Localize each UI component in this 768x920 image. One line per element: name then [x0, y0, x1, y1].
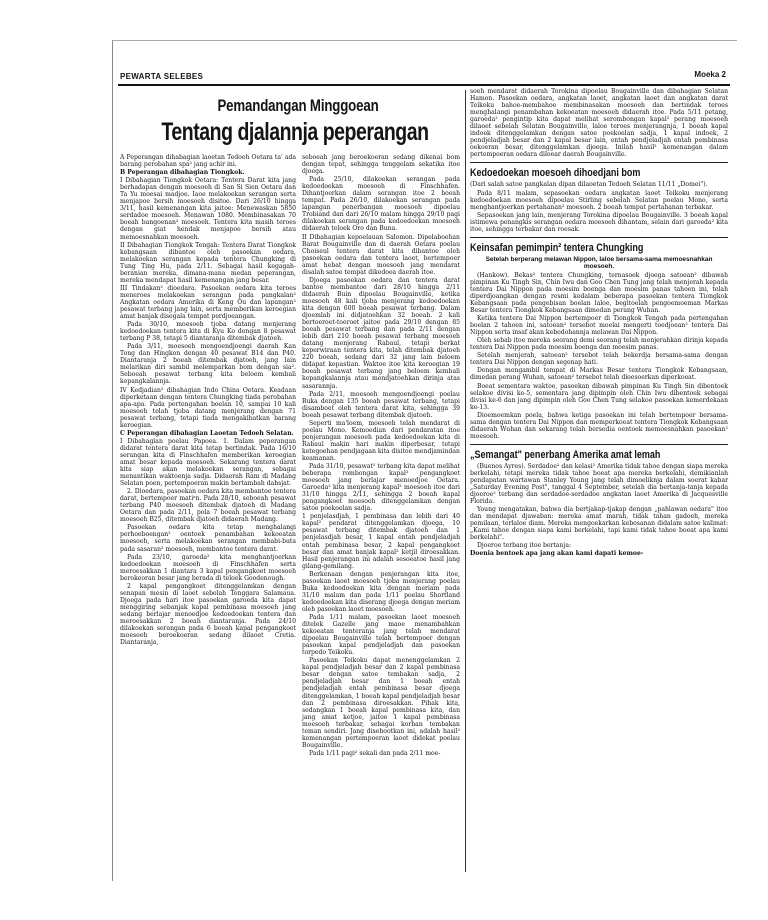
closing-line: Doenia bentoek apa jang akan kami dapati kemoe-: [470, 550, 644, 558]
paragraph: seboeah jang beroekoeran sedang dikenai bom dengan tepat, sehingga tenggelam sekatika itoe djoega.: [302, 154, 460, 176]
section-heading: C Peperangan dibahagian Laoetan Tedoeh Selatan.: [120, 429, 294, 437]
paragraph: Sepasoekan jang lain, menjerang Torokina dipoelau Bougainville. 3 boeah kapal istimewa penangkis serangan oedara moesoeh dihantam, selain dari garoeda² kita itoe, sehingga terbakar dan roesak.: [470, 211, 728, 233]
paragraph: Djoega pasoekan oedara dan tentera darat bantoe membantoe dari 28/10 hingga 2/11 didaerah Buin dipoelau Bougainville, ketika moesoeh 48 kali tjoba menjerang kedoedoekan kita dengan 600 boeah pesawat terbang. Dalam djoemlah ini didjatoehkan 32 boeah. 2 kali bertoeroet-toeroet jaitoe pada 29/10 dengan 85 boeah pesawat terbang dan pada 2/11 dengan lebih dari 210 boeah pesawat terbang moesoeh datang menjerang Rabaul, tetapi berkat keperwiraan tentera kita, telah ditembak djatoeh 220 boeah, sedang dari 32 jang lain beloem didapat kepastian. Waktoe itoe kita keroegian 19 boeah pesawat terbang jang beloem kembali kepangkalannja atau mendjatoehkan dirinja atas sasarannja.: [302, 276, 460, 390]
paragraph: 2 kapal pengangkoet ditenggelamkan dengan senapan mesin di laoet sebelah Tenggara Salamaua. Djoega pada hari itoe pasoekan garoeda kita dapat menggiring sebanjak kapal pembinasa moesoeh jang sedang berlajar menoedjoe kedoedoekan tentera dan meroesakkan 2 boeah diantaranja. Pada 24/10 dilakoekan serangan pada 6 boeah kapal pengangkoet moesoeh beroekoeran sedang dilaoet Cretia. Diantaranja,: [120, 582, 296, 647]
paragraph: Oleh sebab itoe mereka seorang demi seorang telah menjerahkan dirinja kepada tentera Dai Nippon pada moesim boenga dan moesim panas.: [470, 337, 728, 352]
paragraph: Pada 25/10, dilakoekan serangan pada kedoedoekan moesoeh di Finschhafen. Dihantjoerkan dalam serangan itoe 2 boeah tempat. Pada 26/10, dilakoekan serangan pada lapangan penerbangan moesoeh dipoelau Trobiand dan dari 26/10 malam hingga 29/10 pagi dilakoekan serangan pada kedoedoekan moesoeh didaerah teloek Oro dan Buna.: [302, 176, 460, 233]
paragraph: Pada 30/10, moesoeh tjoba datang menjerang kedoedoekan tentera kita di Kyu Ko dengan 8 pesawat terbang P 38, tetapi 5 diantaranja ditembak djatoeh.: [120, 321, 296, 343]
paragraph: Pasoekan oedara kita tetap menghalangi perhoeboengan² oentoek penambahan kekoeatan moesoeh, serta melakoekan serangan membabi-buta pada sasaran² moesoeh, membantoe tentera darat.: [120, 524, 296, 553]
paragraph: I Dibahagian Tiongkok Oetara: Tentera Darat kita jang berhadapan dengan moesoeh di San Si Sien Oetara dan Ta Yu moesai madjoe. Iaoe melakoekan serangan serta menjapoe bersih moesoeh disitoe. Dari 26/10 hingga 3/11, hasil kemenangan kita jaitoe: Menewaskan 5850 serdadoe moesoeh. Menawan 1080. Membinasakan 70 boeah bangoenan² moesoeh. Tentera kita masih teroes dengan giat hendak menjapoe bersih atau memoesnahkan moesoeh.: [120, 177, 296, 241]
paragraph: Pada 3/11, moesoeh mengoendjoengi daerah Kan Tong dan Hingkon dengan 40 pesawat B14 dan P40. Diantaranja 2 boeah ditembak djatoeh, jang lain melarikan diri sambil melemparkan bom dengan sia². Seboeah pesawat terbang kita beloem kembali kepangkalannja.: [120, 343, 296, 386]
paragraph: Pada 8/11 malam, sepasoekan oedara angkatan laoet Teikoku menjerang kedoedoekan moesoeh dipoelau Stirling sebelah Selatan poelau Mono, serta menghantjoerkan pertahanan² moesoeh. 2 boeah tempat pertahanan terbakar.: [470, 189, 728, 211]
paragraph: (Buenos Ayres). Serdadoe² dan kelasi² Amerika tidak tahoe dengan siapa mereka berkelahi, tetapi mereka tidak tahoe boeat apa mereka berkelahi, demikianlah pendapatan wartawan Stanley Young jang telah dimoeliknja dalam soerat kabar „Saturday Evening Post", tanggal 4 September, setelah dia bertanja-tanja kepada djoeroe² terbang dan serdadoe-serdadoe angkatan laoet Amerika di Jacquesville Florida.: [470, 462, 728, 506]
section-heading: B Peperangan dibahagian Tiongkok.: [120, 169, 245, 177]
article-column-1: [120, 154, 296, 647]
paragraph: III Tindakan² dioedara. Pasoekan oedara kita teroes meneroes melakoekan serangan pada pangkalan² Angkatan oedara Amerika di Keng Ou dan lapangan² pesawat terbang jang lain, serta memberikan keroegian amat banjak disegala tempat perdjoeangan.: [120, 284, 296, 321]
paragraph: II Dibahagian kepoelauan Salomon. Dipelaboehan Barat Bougainville dan di daerah Oetara poelau Choiseul tentera darat kita dibantoe oleh pasoekan oedara dan tentera laoet, bertempoer amat hebat dengan moesoeh jang mendarat disalah satoe tempat dikedoea daerah itoe.: [302, 233, 460, 276]
paragraph: II Dibahagian Tiongkok Tengah: Tentera Darat Tiongkok kebangsaan dibantoe oleh pasoekan oedara, melakoekan serangan kepada tentera Chungking di Tung Ting Hu, pada 2/11. Sebagai hasil kegagah-beranian mereka, dimana-mana medan peperangan, mereka mendapat hasil kemenangan jang besar.: [120, 241, 296, 284]
paragraph: (Dari salah satoe pangkalan dipan dilaoetan Tedoeh Selatan 11/11 „Domei").: [470, 181, 708, 189]
paragraph: Young mengatakan, bahwa dia bertjakap-tjakap dengan „pahlawan oedara" itoe dan mendapat djawaban: mereka amat marah, tidak tahan gadoeh, mereka pemilaan, terlaloe diam. Mereka mengoekarkan kebosanan didalam satoe kalimat: „Kami tahoe dengan siapa kami berkelahi, tapi kami tidak tahoe boeat apa kami berkelahi".: [470, 506, 728, 542]
paragraph: Pada 2/11, moesoeh mengoendjoengi poelau Buka dengan 135 boeah pesawat terbang, tetapi disamboet oleh tentera darat kita, sehingga 39 boeah pesawat terbang ditembak djatoeh.: [302, 390, 460, 419]
paragraph: Djoeroe terbang itoe bertanja:: [477, 542, 572, 550]
newspaper-page: [118, 66, 730, 872]
column-divider: [465, 90, 466, 872]
paragraph: Boeat sementara waktoe, pasoekan dibawah pimpinan Ku Tingh Sin dibentoek selakoe divisi ke-5, sementara jang dipimpin oleh Chin Iwu dibentoek sebagai divisi ke-6 dan jang dipimpin oleh Goo Chen Tung selakoe pasoekan kemerdekaan ke-13.: [470, 382, 728, 411]
paragraph: IV Kedjadian² dibahagian Indo China Oetara. Keadaan diperketaan dengan tentera Chungking tiada perobahan apa-apa. Pada pertengahan boelan 10, sampai 10 kali moesoeh telah tjoba datang menjerang dengan 71 pesawat terbang, tetapi tiada mengakibatkan barang keroegian.: [120, 386, 296, 429]
paragraph: Seperti ma'loem, moesoeh telah mendarat di poelau Mono. Kemoedian dari pendaratan itoe penjerangan moesoeh pada kedoedoekan kita di Rabaul makin hari makin diperbesar, tetapi ketegoehan pendjagaan kita disitoe mendjamindan keamanan.: [302, 419, 460, 462]
paragraph: Pada 1/11 malam, pasoekan laoet moesoeh ditelek Gazelle jang maoe menambahkan kekoeatan tenteranja jang telah mendarat dipoelau Bougainville telah bertempoer dengan pasoekan kapal pendjeladjah dan pasoekan torpedo Teikoku.: [302, 614, 460, 657]
divider: [470, 162, 728, 163]
paragraph: Pada 1/11 pagi² sekali dan pada 2/11 moe-: [309, 749, 441, 757]
article-column-2: [302, 154, 460, 758]
paragraph: Pasoekan Teikoku dapat menenggelamkan 2 kapal pendjeladjah besar dan 2 kapal pembinasa besar dengan satoe tembakan sadja, 2 pendjeladjah besar dan 1 boeah entah pendjeladjah entah pembinasa besar djoega ditenggelamkan, 1 boeah kapal pendjeladjah besar dan 2 pembinasa diroesakkan. Pihak kita, sedangkan 1 boeah kapal pembinasa kita, dan jang amat ketjoe, jaitoe 1 kapal pembinasa moesoeh terbakar, sebagai korban tembakan teman sendiri. Jang disebootkan ini, adalah hasil² kemenangan pertempoeran laoet didekat poelau Bougainville.: [302, 657, 460, 749]
article-column-3: [470, 88, 728, 558]
paragraph: Dioemoemkan poela, bahwa ketiga pasoekan ini telah bertempoer bersama-sama dengan tentera Dai Nippon dan memperkoeat tentera Tiongkok Kebangsaan didaerah Wuhan dan sekarang telah bersedia oentoek memoesnahkan pasoekan² moesoeh.: [470, 411, 728, 440]
paragraph: A Peperangan dihabagian laoetan Tedoeh Oetara ta' ada barang perobahan spa² jang achir ini.: [120, 154, 296, 169]
divider: [470, 237, 728, 238]
paragraph: Ketika tentera Dai Nippon bertempoer di Tiongkok Tengah pada pertengahan boelan 2 tahoen ini, satoean² tersebot moelai mengerti toedjoean² tentera Dai Nippon serta insaf akan kebodohannja melawan Dai Nippon.: [470, 315, 728, 337]
article-kicker: Pemandangan Minggoean: [217, 96, 379, 115]
page-header: [118, 66, 730, 86]
paragraph: Pada 23/10, garoeda² kita menghantjoerkan kedoedoekan moesoeh di Finschhafen serta meroesakkan 1 diantara 3 kapal pengangkoet moesoeh berokeoran besar jang berada di teloek Goodenough.: [120, 553, 296, 582]
article-headline: Tentang djalannja peperangan: [161, 118, 429, 146]
paragraph: I Dibahagian poelau Papoea. 1. Dalam peperangan didarat tentera darat kita tetap bertindak. Pada 16/10 serangan kita di Finschhafen memberikan keroegian amat besar kepada moesoeh. Sekarang tentera darat kita siap akan melakoekan serangan, sebagai menantikan waktoenja sadja. Didaerah Ram di Madang Selatan poen, pertempoeran makin bertambah dahsjat.: [120, 437, 296, 488]
paragraph: (Hankow). Bekas² tentera Chungking, ternasoek djoega satoean² dibawah pimpinan Ku Tingh Sin, Chin Iwu dan Goo Chen Tung jang telah menjerah kepada tentera Dai Nippon pada moesim boenga dan moesim panas tahoen ini, telah diperdjoangkan dengan resmi kedalam beberapa pasoekan tentera Tiongkok Kebangsaan pada pengebisan boelan laloe, begitoelah pengoemoeman Markas Besar tentera Tiongkok Kebangsaan dimedan perang Wuhan.: [470, 271, 728, 315]
divider: [470, 444, 728, 445]
paragraph: Pada 31/10, pesawat² terbang kita dapat melihat beberapa rombongan kapal² pengangkoet moesoeh jang berlajar menoedjoe Oetara. Garoeda² kita menjerang kapal² moesoeh itoe dari 31/10 hingga 2/11, sehingga 2 boeah kapal pengangkoet moesoeh ditenggelamkan dengan satoe poekoelan sadja.: [302, 463, 460, 513]
paragraph: Dengan mengambil tempat di Markas Besar tentera Tiongkok Kebangsaan, dimedan perang Wuhan, satoean² tersebot telah dioesoerkan diperkoeat.: [470, 367, 728, 382]
article-4-headline: „Semangat" penerbang Amerika amat lemah: [470, 448, 661, 461]
paragraph: 1 penjelasdjah, 1 pembinasa dan lebih dari 40 kapal² pendarat ditenggelamkan djoega, 10 pesawat terbang ditembak djatoeh dan 1 penjelasdjah besar, 1 kapal entah pendjeladjah entah pembinasa besar, 2 kapal pengangkoet besar dan amat banjak kapal² ketjil diroesakkan. Hasil penjerangan ini adalah sesoeatoe hasil jang gilang-gemilang.: [302, 513, 460, 570]
article-3-subtitle: Setelah berperang melawan Nippon, laloe bersama-sama memoesnahkan moesoeh.: [485, 255, 713, 270]
paragraph: 2. Dioedara, pasoekan oedara kita membantoe tentera darat, bertempoer matiᵃn. Pada 28/10, seboeah pesawat terbang P40 moesoeh ditembak djatoeh di Madang Oetara dan pada 2/11, pola 7 boeah pesawat terbang moesoeh B25, ditembak djatoeh didaerah Madang.: [120, 488, 296, 524]
article-2-headline: Kedoedoekan moesoeh dihoedjani bom: [470, 167, 641, 180]
publication-name: PEWARTA SELEBES: [120, 72, 204, 81]
paragraph: soeh mendarat didaerah Torokina dipoelau Bougainville dan dibahagian Selatan Hamon. Pasoekan oedara, angkatan laoet, angkatan laoet dan angkatan darat Teikoku bahoe-membahoe membinasakan moesoeh dan bertindak teroes menghalangi penambahan kekoeatan moesoeh didaerah itoe. Pada 5/11 petang, garoeda² pengintip kita dapat melihat serombongan kapal² perang moesoeh dilaoet sebelah Selatan Bougainville, laloe teroes menjerangnja, 1 boeah kapal indoek ditenggelamkan dengan satoe poekoelan sadja, 1 kapal indoek, 2 pendjeladjah besar dan 2 kapal besar lain, entah pendjeladjah entah pembinasa oekoeran besar, ditenggelamkan djoega. Inilah hasil² kemenangan dalam pertempoeran oedara diloear daerah Bougainville.: [470, 88, 728, 159]
article-3-headline: Keinsafan pemimpin² tentera Chungking: [470, 241, 644, 254]
paragraph: Berkenaan dengan penjerangan kita itoe, pasoekan laoet moesoeh tjoba menjerang poelau Buka kedoedoekan kita dengan meriam pada 31/10 malam dan pada 1/11 poelau Shortland kedoedoekan kita diserang djoega dengan meriam oleh pasoekan laoet moesoeh.: [302, 570, 460, 613]
page-number: Moeka 2: [694, 70, 726, 79]
paragraph: Setelah menjerah, satoean² tersebot telah bekerdja bersama-sama dengan tentera Dai Nippon dengan segenap hati.: [470, 352, 728, 367]
